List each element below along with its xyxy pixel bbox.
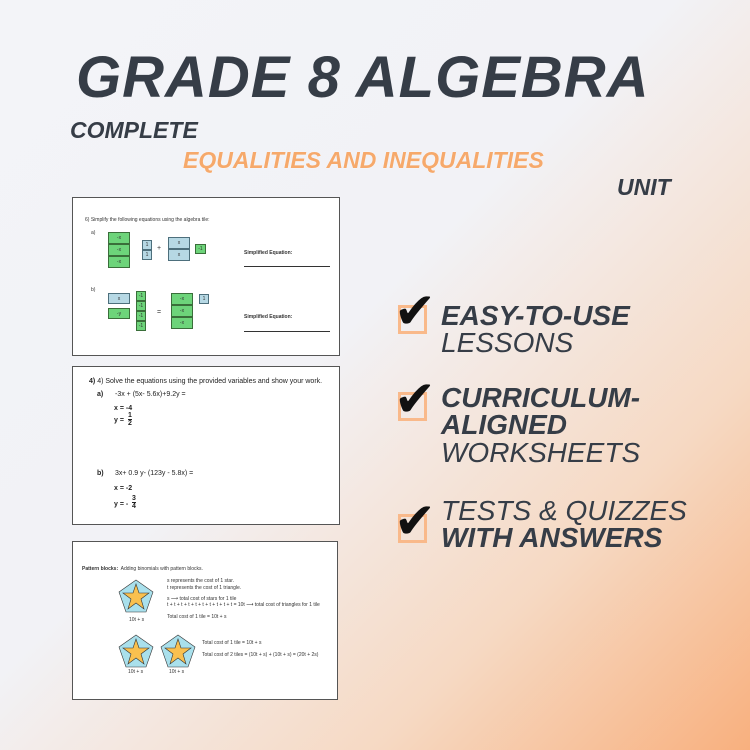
tile: x bbox=[168, 237, 190, 249]
question-label: 4) Solve the equations using the provided variables and show your work. bbox=[97, 378, 323, 385]
tile-label: 10t + s bbox=[129, 617, 145, 623]
subtitle-topic: EQUALITIES AND INEQUALITIES bbox=[183, 147, 544, 173]
feature-line: WORKSHEETS bbox=[441, 437, 641, 468]
tile: -1 bbox=[195, 244, 206, 254]
tile: -x bbox=[171, 317, 193, 329]
legend-text: t + t + t + t + t + t + t + t + t + t = 10t ⟶ total cost of triangles for 1 tile bbox=[167, 602, 320, 608]
tile: -x bbox=[171, 305, 193, 317]
simplified-label: Simplified Equation: bbox=[244, 314, 293, 320]
fraction: 3 4 bbox=[132, 495, 136, 510]
legend-text: s represents the cost of 1 star. bbox=[167, 578, 234, 584]
feature-line: ALIGNED bbox=[441, 409, 567, 440]
legend-text: Total cost of 1 tile = 10t + s bbox=[202, 640, 262, 646]
feature-line: CURRICULUM- bbox=[441, 382, 641, 413]
tile: -1 bbox=[136, 311, 146, 321]
tile: 1 bbox=[142, 240, 152, 250]
legend-text: s ⟶ total cost of stars for 1 tile bbox=[167, 596, 237, 602]
tile: -y bbox=[108, 308, 130, 319]
tile-label: 10t + s bbox=[128, 669, 144, 675]
card-subtitle: Adding binomials with pattern blocks. bbox=[120, 566, 203, 572]
part-label: b) bbox=[91, 287, 96, 293]
tile: -1 bbox=[136, 321, 146, 331]
worksheet-preview-algebra-tiles bbox=[72, 197, 340, 356]
operator: = bbox=[157, 309, 162, 316]
legend-text: Total cost of 2 tiles = (10t + s) + (10t + s) = (20t + 2s) bbox=[202, 652, 319, 658]
tile: -x bbox=[108, 244, 130, 256]
question-text: 6) Simplify the following equations using the algebra tile: bbox=[85, 217, 210, 223]
page-title: GRADE 8 ALGEBRA bbox=[76, 45, 650, 110]
checkmark-icon: ✔ bbox=[394, 282, 436, 340]
tile-label: 10t + s bbox=[169, 669, 185, 675]
pentagon-star-tile bbox=[118, 579, 154, 613]
part-label: a) bbox=[97, 391, 104, 398]
legend-text: t represents the cost of 1 triangle. bbox=[167, 585, 242, 591]
tile: 1 bbox=[142, 250, 152, 260]
tile: -x bbox=[171, 293, 193, 305]
answer-x: x = -4 bbox=[114, 405, 133, 412]
feature-line: WITH ANSWERS bbox=[441, 522, 663, 553]
tile: x bbox=[168, 249, 190, 261]
fraction: 1 2 bbox=[128, 412, 132, 427]
tile: -x bbox=[108, 232, 130, 244]
feature-line: EASY-TO-USE bbox=[441, 300, 630, 331]
worksheet-preview-pattern-blocks bbox=[72, 541, 338, 700]
simplified-label: Simplified Equation: bbox=[244, 250, 293, 256]
feature-line: TESTS & QUIZZES bbox=[441, 495, 687, 526]
tile: -1 bbox=[136, 301, 146, 311]
checkmark-icon: ✔ bbox=[394, 370, 436, 428]
pentagon-star-tile bbox=[160, 634, 196, 668]
equation-a: -3x + (5x- 5.6x)+9.2y = bbox=[115, 391, 186, 398]
equation-b: 3x+ 0.9 y- (123y - 5.8x) = bbox=[115, 470, 194, 477]
tile: x bbox=[108, 293, 130, 304]
answer-x: x = -2 bbox=[114, 485, 133, 492]
part-label: a) bbox=[91, 230, 96, 236]
worksheet-preview-solve-equations bbox=[72, 366, 340, 525]
subtitle-unit: UNIT bbox=[617, 174, 671, 200]
question-text: 4) 4) Solve the equations using the provided variables and show your work. bbox=[89, 378, 323, 385]
legend-text: Total cost of 1 tile = 10t + s bbox=[167, 614, 227, 620]
answer-y: y = - bbox=[114, 501, 129, 508]
subtitle-complete: COMPLETE bbox=[70, 117, 198, 143]
tile: -x bbox=[108, 256, 130, 268]
answer-y: y = bbox=[114, 417, 124, 424]
checkmark-icon: ✔ bbox=[394, 492, 436, 550]
pentagon-star-tile bbox=[118, 634, 154, 668]
tile: -1 bbox=[136, 291, 146, 301]
part-label: b) bbox=[97, 470, 104, 477]
card-title: Pattern blocks: bbox=[82, 566, 119, 572]
tile: 1 bbox=[199, 294, 209, 304]
feature-line: LESSONS bbox=[441, 327, 574, 358]
operator: + bbox=[157, 245, 162, 252]
